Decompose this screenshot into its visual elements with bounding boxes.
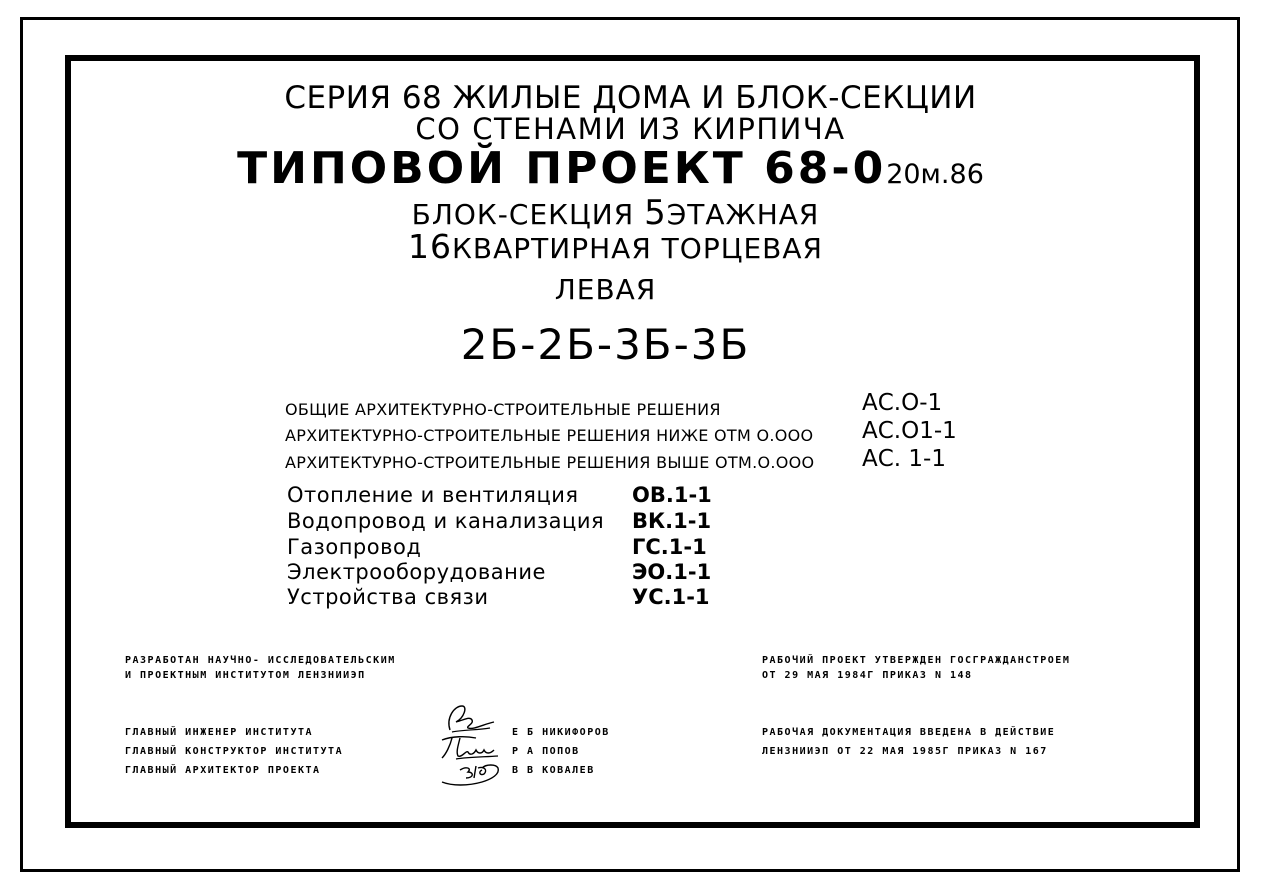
signatory-role-chief-designer: ГЛАВНЫЙ КОНСТРУКТОР ИНСТИТУТА xyxy=(125,746,344,757)
apartment-count-line xyxy=(0,227,1246,266)
service-name-electrical: Электрооборудование xyxy=(287,560,546,584)
service-name-communications: Устройства связи xyxy=(287,585,489,609)
signatory-name-chief-designer: Р А ПОПОВ xyxy=(512,746,580,757)
service-code-communications: УС.1-1 xyxy=(632,585,710,609)
signatory-name-chief-engineer: Е Б НИКИФОРОВ xyxy=(512,727,610,738)
project-number-main: ТИПОВОЙ ПРОЕКТ 68-0 xyxy=(237,143,887,194)
enactment-line-1: РАБОЧАЯ ДОКУМЕНТАЦИЯ ВВЕДЕНА В ДЕЙСТВИЕ xyxy=(762,727,1056,738)
signatory-role-chief-architect: ГЛАВНЫЙ АРХИТЕКТОР ПРОЕКТА xyxy=(125,765,321,776)
service-code-gas: ГС.1-1 xyxy=(632,535,707,559)
apartment-formula: 2Б-2Б-3Б-3Б xyxy=(460,320,751,369)
enactment-line-2: ЛЕНЗНИИЭП ОТ 22 МАЯ 1985Г ПРИКАЗ N 167 xyxy=(762,746,1048,757)
service-code-heating: ОВ.1-1 xyxy=(632,483,712,507)
developer-line-1: РАЗРАБОТАН НАУЧНО- ИССЛЕДОВАТЕЛЬСКИМ xyxy=(125,655,396,666)
service-name-water: Водопровод и канализация xyxy=(287,509,605,533)
signatory-name-chief-architect: В В КОВАЛЕВ xyxy=(512,765,595,776)
developer-line-2: И ПРОЕКТНЫМ ИНСТИТУТОМ ЛЕНЗНИИЭП xyxy=(125,670,366,681)
approval-line-2: ОТ 29 МАЯ 1984Г ПРИКАЗ N 148 xyxy=(762,670,973,681)
section-name-below-zero: АРХИТЕКТУРНО-СТРОИТЕЛЬНЫЕ РЕШЕНИЯ НИЖЕ ОТМ О.ООО xyxy=(285,426,814,445)
series-subtitle: СО СТЕНАМИ ИЗ КИРПИЧА xyxy=(415,112,846,146)
apartment-label: КВАРТИРНАЯ ТОРЦЕВАЯ xyxy=(452,232,823,265)
signature-chief-architect xyxy=(438,760,508,788)
section-code-below-zero: АС.О1-1 xyxy=(862,418,957,444)
section-name-above-zero: АРХИТЕКТУРНО-СТРОИТЕЛЬНЫЕ РЕШЕНИЯ ВЫШЕ ОТМ.О.ООО xyxy=(285,453,815,472)
service-code-water: ВК.1-1 xyxy=(632,509,712,533)
orientation-label: ЛЕВАЯ xyxy=(554,273,657,306)
floor-label: ЭТАЖНАЯ xyxy=(666,198,820,231)
series-title: СЕРИЯ 68 ЖИЛЫЕ ДОМА И БЛОК-СЕКЦИИ xyxy=(284,80,977,116)
section-code-above-zero: АС. 1-1 xyxy=(862,446,946,472)
service-code-electrical: ЭО.1-1 xyxy=(632,560,712,584)
block-section-label: БЛОК-СЕКЦИЯ xyxy=(411,198,645,231)
apartment-count: 16 xyxy=(408,227,453,266)
section-name-general: ОБЩИЕ АРХИТЕКТУРНО-СТРОИТЕЛЬНЫЕ РЕШЕНИЯ xyxy=(285,400,721,419)
signature-chief-designer xyxy=(436,732,502,762)
service-name-heating: Отопление и вентиляция xyxy=(287,483,579,507)
project-number-suffix: 20м.86 xyxy=(886,159,984,190)
approval-line-1: РАБОЧИЙ ПРОЕКТ УТВЕРЖДЕН ГОСГРАЖДАНСТРОЕМ xyxy=(762,655,1071,666)
section-code-general: АС.О-1 xyxy=(862,390,943,416)
service-name-gas: Газопровод xyxy=(287,535,422,559)
signatory-role-chief-engineer: ГЛАВНЫЙ ИНЖЕНЕР ИНСТИТУТА xyxy=(125,727,314,738)
project-number xyxy=(0,143,1241,194)
floor-count: 5 xyxy=(644,193,667,233)
